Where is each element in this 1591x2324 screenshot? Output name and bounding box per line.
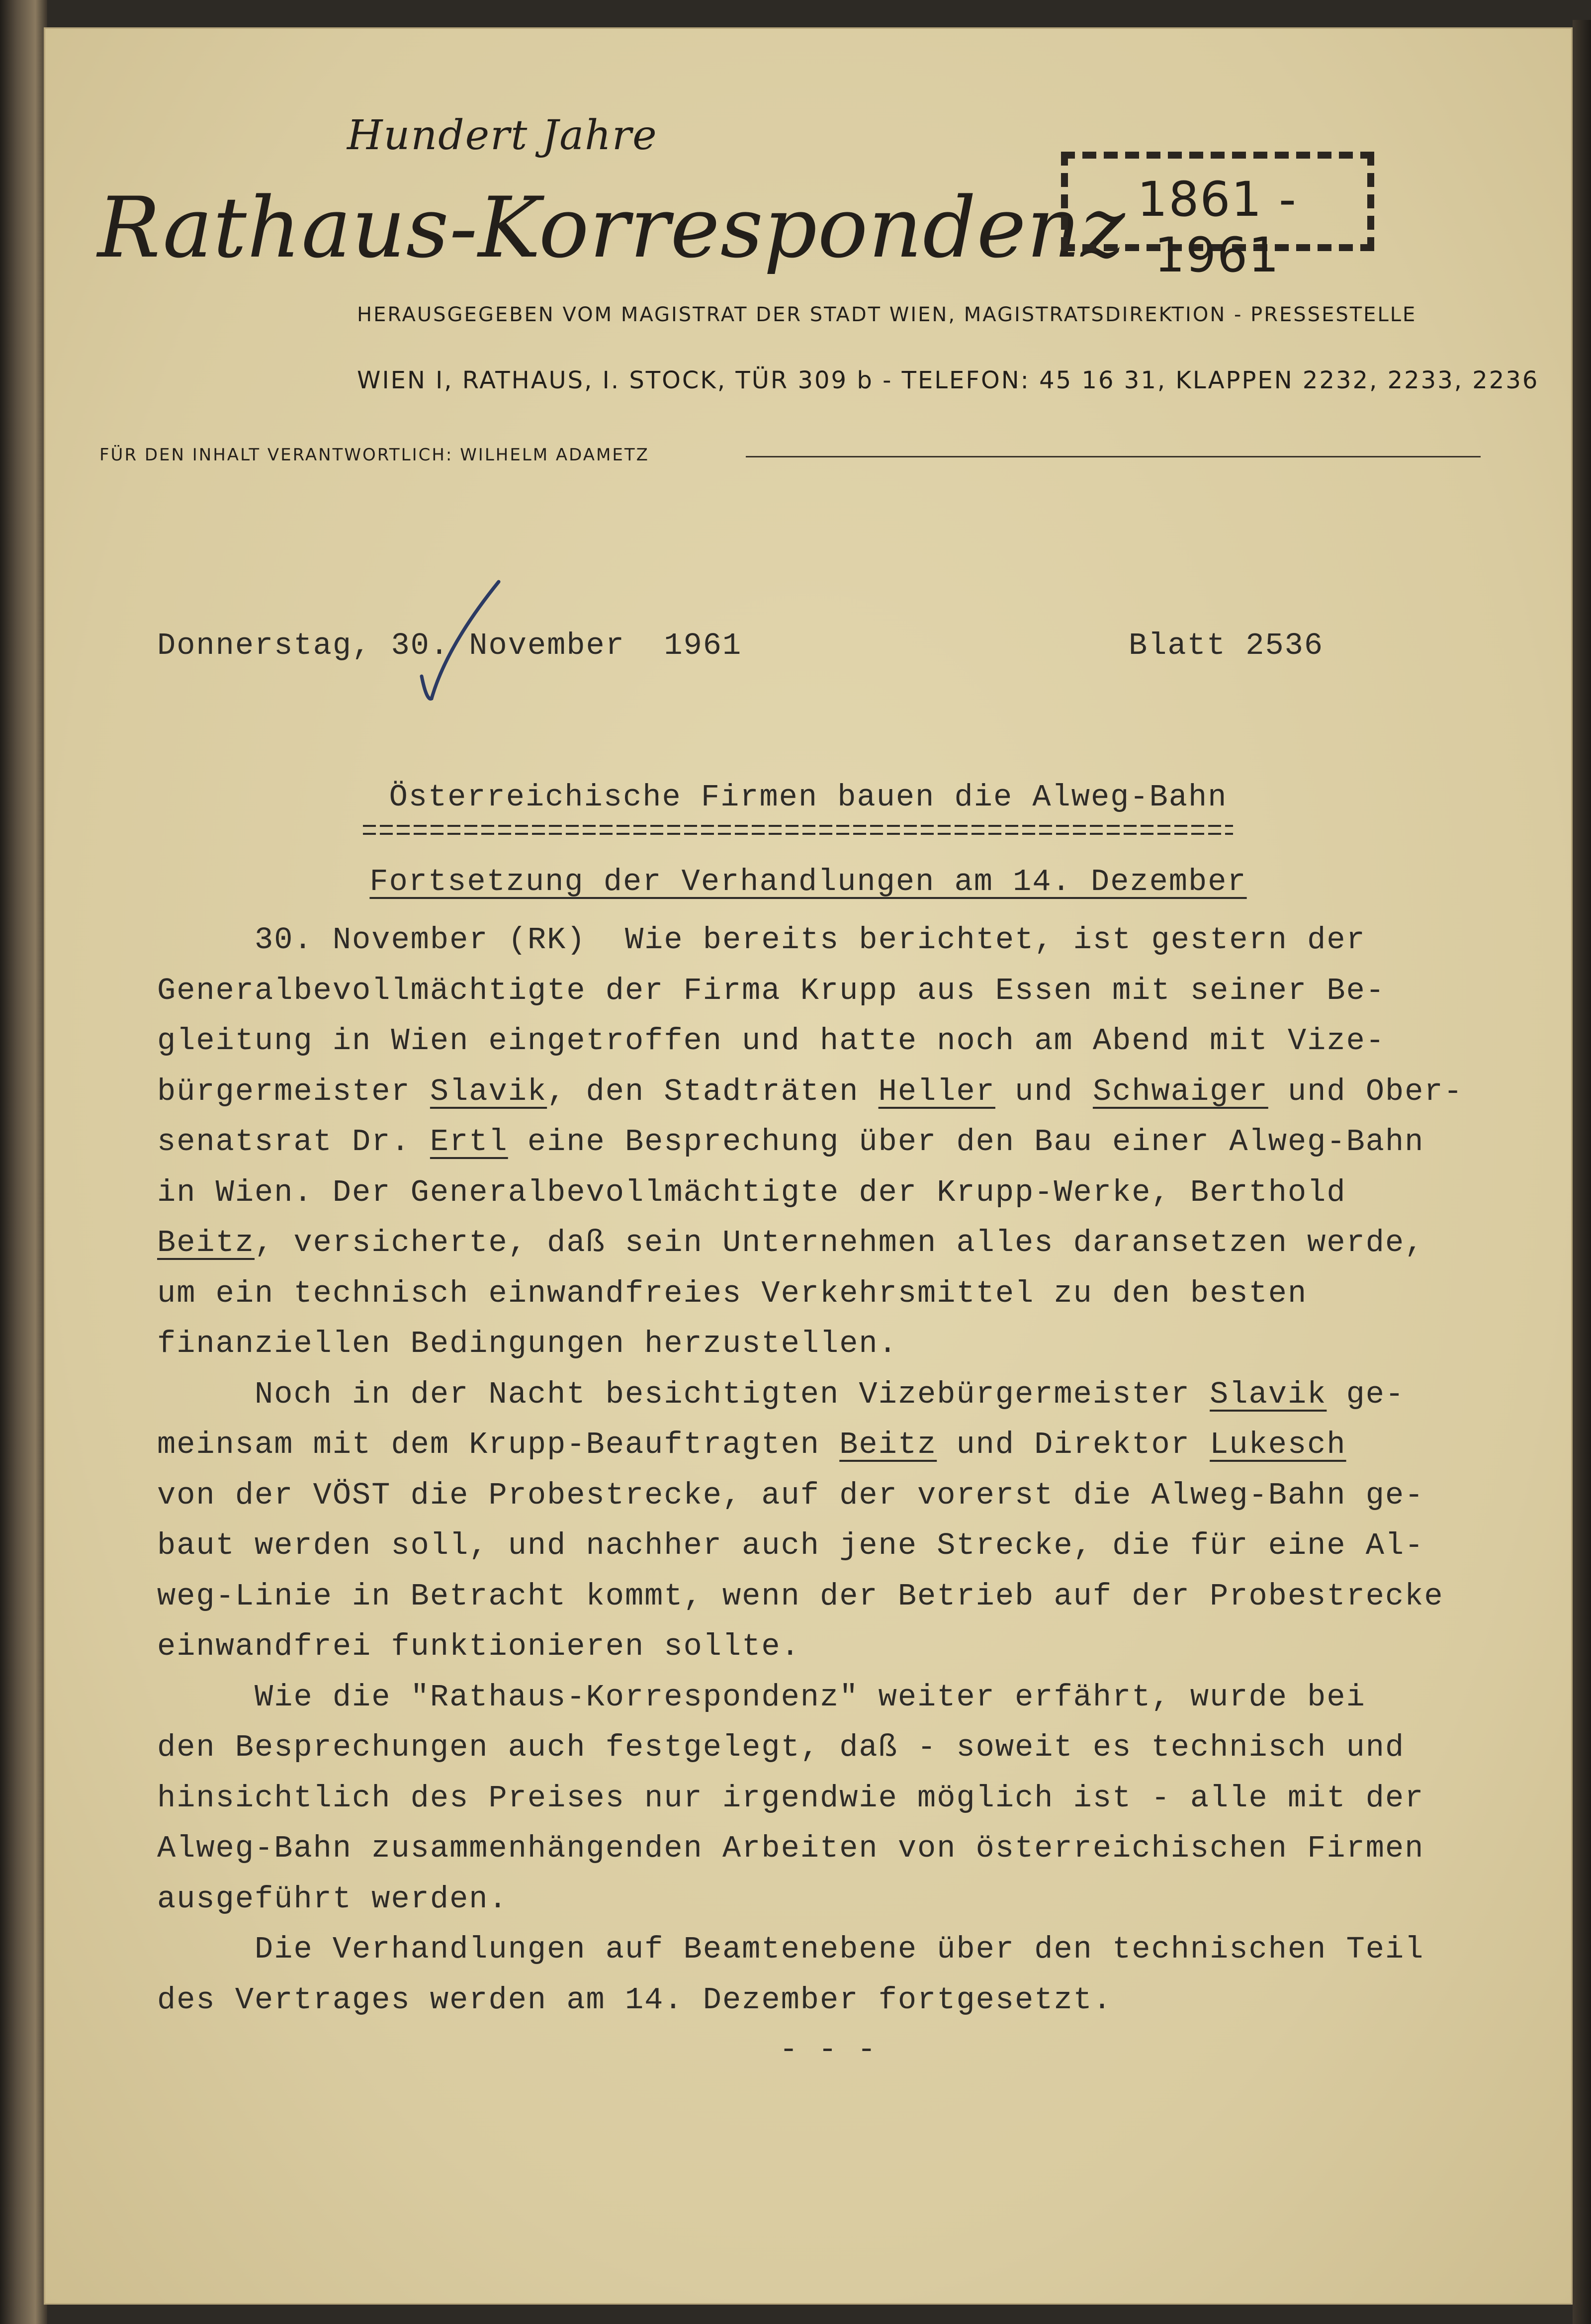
body-line [157,1074,1529,1125]
body-line [157,1124,1529,1175]
body-text: und Direktor [937,1427,1210,1462]
body-text: bürgermeister [157,1073,430,1109]
body-line [157,1225,1529,1276]
body-text: , den Stadträten [547,1073,879,1109]
article-body [157,922,1529,2033]
body-text: senatsrat Dr. [157,1124,430,1160]
letterhead-script-small: Hundert Jahre [347,112,658,159]
underlined-name: Schwaiger [1092,1073,1268,1109]
body-text: um ein technisch einwandfreies Verkehrsmittel zu den besten [157,1275,1308,1311]
body-text: eine Besprechung über den Bau einer Alweg-Bahn [508,1124,1424,1160]
body-line [157,1528,1529,1579]
body-line [157,1881,1529,1932]
end-mark: - - - [779,2032,877,2067]
letterhead-title: Rathaus-Korrespondenz [97,179,1126,276]
body-line [157,1831,1529,1881]
body-line [157,1276,1529,1327]
body-line [157,1478,1529,1528]
body-text: 30. November (RK) Wie bereits berichtet, ist gestern der [157,922,1366,958]
body-text: gleitung in Wien eingetroffen und hatte noch am Abend mit Vize- [157,1023,1385,1059]
body-line [157,922,1529,973]
body-text: weg-Linie in Betracht kommt, wenn der Betrieb auf der Probestrecke [157,1578,1444,1614]
letterhead-responsible: FÜR DEN INHALT VERANTWORTLICH: WILHELM ADAMETZ [99,445,649,465]
book-binding [0,0,47,2324]
body-line [157,1175,1529,1226]
body-text: von der VÖST die Probestrecke, auf der vorerst die Alweg-Bahn ge- [157,1477,1424,1513]
body-text: und [995,1073,1093,1109]
body-line [157,1377,1529,1428]
body-text: , versicherte, daß sein Unternehmen alles daransetzen werde, [255,1225,1424,1260]
body-line [157,1579,1529,1629]
body-text: Alweg-Bahn zusammenhängenden Arbeiten von österreichischen Firmen [157,1831,1424,1866]
body-text: ge- [1326,1376,1405,1412]
body-text: und Ober- [1268,1073,1463,1109]
anniversary-years: 1861 - 1961 [1137,172,1297,283]
body-line [157,1982,1529,2033]
pencil-check-mark [412,577,511,706]
body-text: ausgeführt werden. [157,1881,508,1917]
document-page [44,27,1573,2305]
body-line [157,1781,1529,1831]
date-line: Donnerstag, 30. November 1961 [157,628,742,663]
article-headline: Österreichische Firmen bauen die Alweg-Bahn [389,780,1228,815]
body-text: hinsichtlich des Preises nur irgendwie möglich ist - alle mit der [157,1780,1424,1816]
body-text: einwandfrei funktionieren sollte. [157,1629,800,1664]
letterhead-publisher: HERAUSGEGEBEN VOM MAGISTRAT DER STADT WIEN, MAGISTRATSDIREKTION - PRESSESTELLE [357,303,1417,326]
body-line [157,1023,1529,1074]
letterhead-address: WIEN I, RATHAUS, I. STOCK, TÜR 309 b - TELEFON: 45 16 31, KLAPPEN 2232, 2233, 2236 [357,366,1539,394]
underlined-name: Ertl [430,1124,508,1160]
body-text: Generalbevollmächtigte der Firma Krupp aus Essen mit seiner Be- [157,973,1385,1008]
body-line [157,1326,1529,1377]
body-line [157,1629,1529,1680]
letterhead-rule [746,456,1481,457]
body-text: des Vertrages werden am 14. Dezember fortgesetzt. [157,1982,1113,2018]
body-line [157,1427,1529,1478]
body-line [157,973,1529,1024]
article-subheadline: Fortsetzung der Verhandlungen am 14. Dezember [369,864,1247,899]
underlined-name: Beitz [839,1427,937,1462]
body-line [157,1730,1529,1781]
sheet-number: Blatt 2536 [1129,628,1324,663]
underlined-name: Lukesch [1210,1427,1346,1462]
underlined-name: Heller [878,1073,995,1109]
body-text: finanziellen Bedingungen herzustellen. [157,1326,898,1361]
body-text: Wie die "Rathaus-Korrespondenz" weiter erfährt, wurde bei [157,1679,1366,1715]
body-text: in Wien. Der Generalbevollmächtigte der Krupp-Werke, Berthold [157,1174,1346,1210]
body-text: meinsam mit dem Krupp-Beauftragten [157,1427,840,1462]
body-text: Noch in der Nacht besichtigten Vizebürgermeister [157,1376,1210,1412]
page-edge [1573,20,1591,2324]
underlined-name: Slavik [430,1073,547,1109]
body-text: den Besprechungen auch festgelegt, daß - soweit es technisch und [157,1730,1405,1765]
underlined-name: Slavik [1210,1376,1327,1412]
underlined-name: Beitz [157,1225,255,1260]
headline-double-rule [363,821,1233,839]
body-line [157,1680,1529,1730]
body-line [157,1932,1529,1982]
body-text: baut werden soll, und nachher auch jene Strecke, die für eine Al- [157,1528,1424,1563]
body-text: Die Verhandlungen auf Beamtenebene über den technischen Teil [157,1932,1424,1967]
